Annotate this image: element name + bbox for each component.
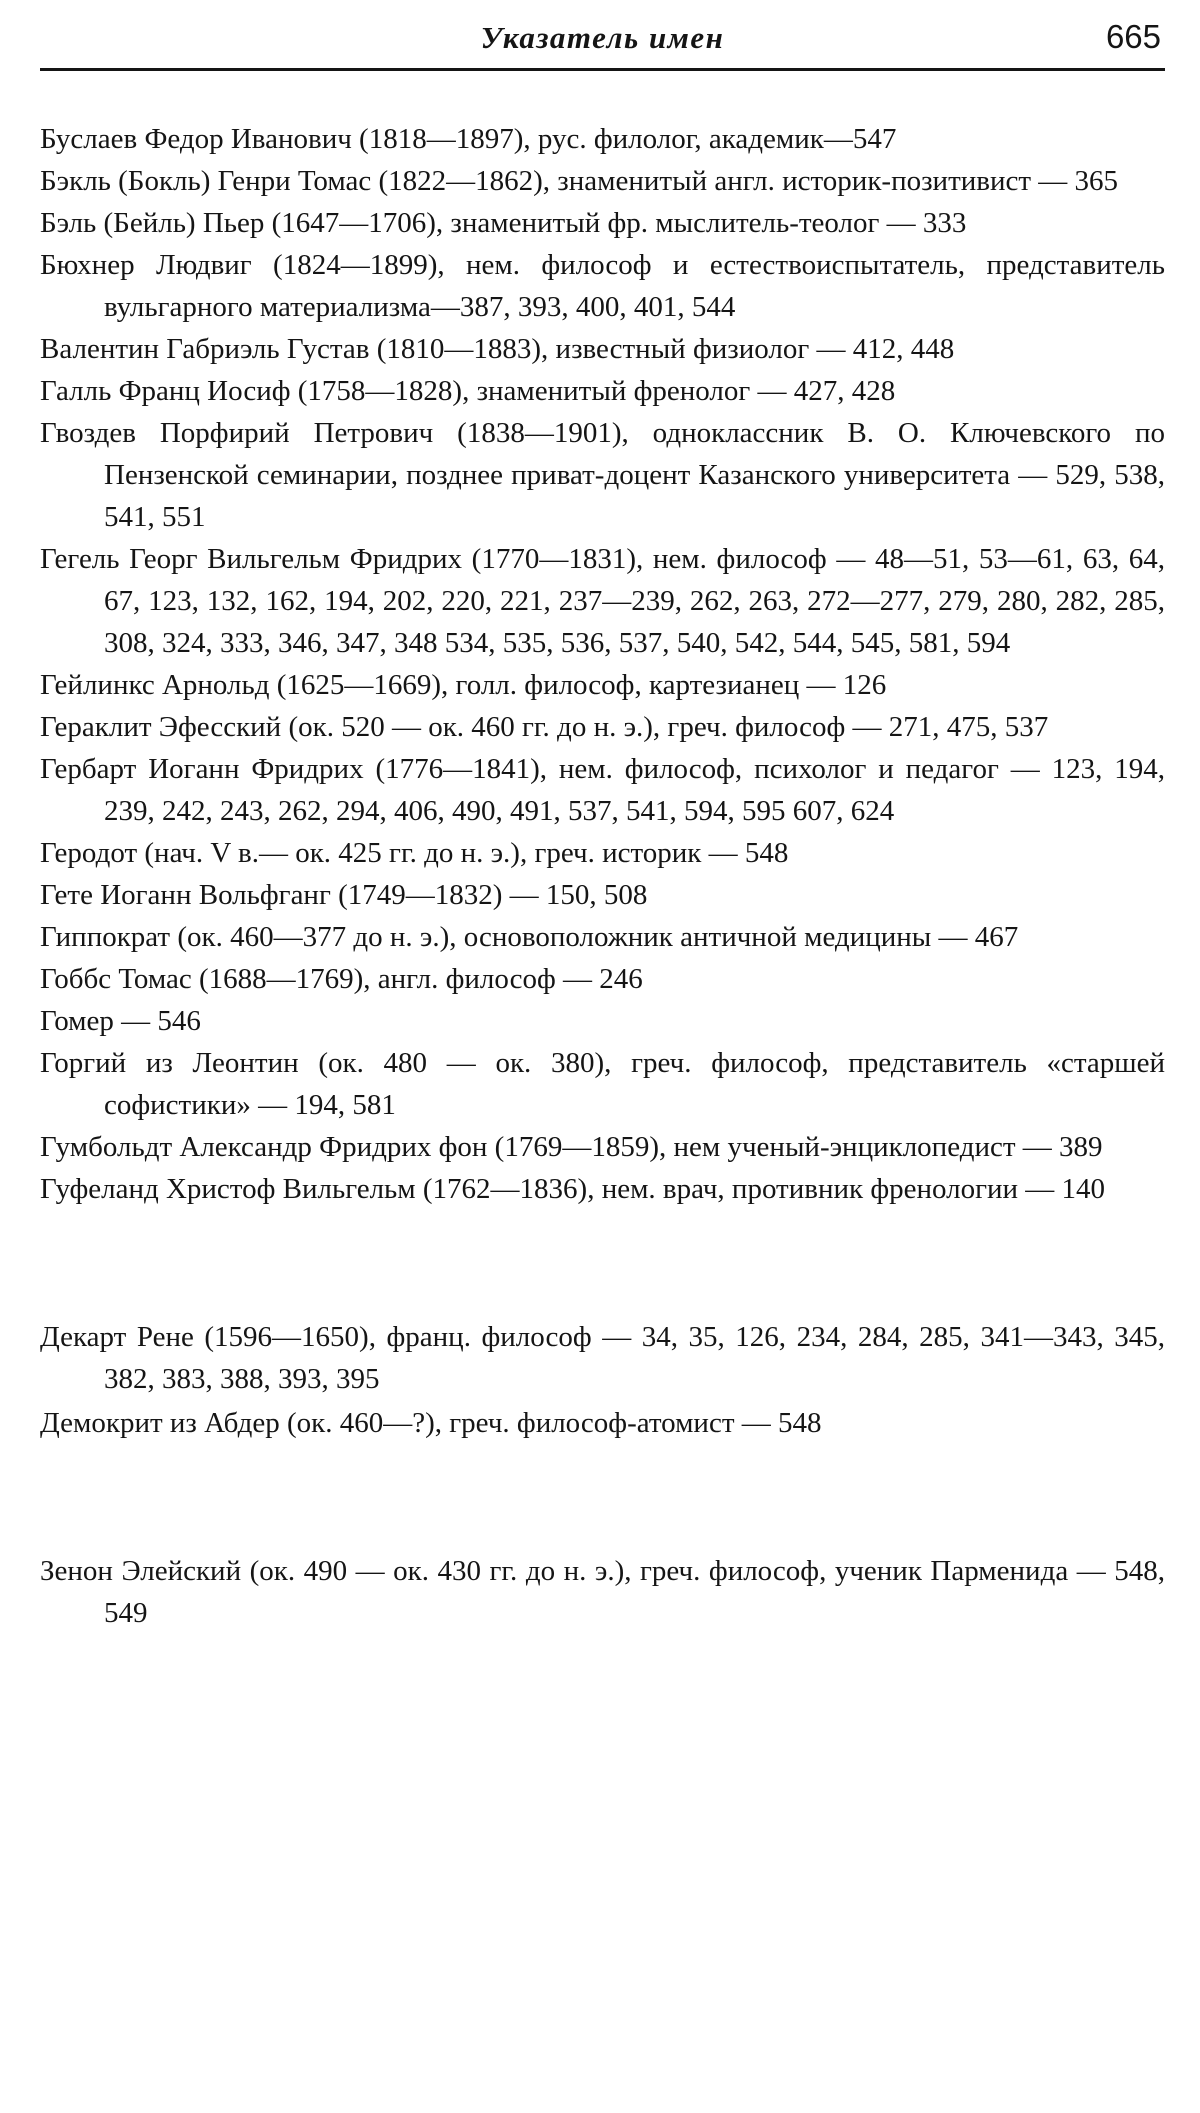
index-entry: Бюхнер Людвиг (1824—1899), нем. философ и естествоиспытатель, представитель вульгарного материализма—387, 393, 400, 401, 544 — [40, 249, 1165, 323]
index-entry: Горгий из Леонтин (ок. 480 — ок. 380), греч. философ, представитель «старшей софистики» — 194, 581 — [40, 1047, 1165, 1121]
index-entry: Гегель Георг Вильгельм Фридрих (1770—1831), нем. философ — 48—51, 53—61, 63, 64, 67, 123, 132, 162, 194, 202, 220, 221, 237—239, 262, 263, 272—277, 279, 280, 282, 285, 308, 324, 333, 346, 347, 348 534, 535, 536, 537, 540, 542, 544, 545, 581, 594 — [40, 543, 1165, 659]
index-entry: Валентин Габриэль Густав (1810—1883), известный физиолог — 412, 448 — [40, 333, 955, 365]
index-entry: Гомер — 546 — [40, 1005, 201, 1037]
index-entry: Гиппократ (ок. 460—377 до н. э.), основоположник античной медицины — 467 — [40, 921, 1019, 953]
index-page — [40, 0, 1165, 2113]
index-entry: Гераклит Эфесский (ок. 520 — ок. 460 гг. до н. э.), греч. философ — 271, 475, 537 — [40, 711, 1049, 743]
page-number: 665 — [1105, 18, 1161, 55]
name-index — [40, 118, 1165, 1634]
index-entry: Гейлинкс Арнольд (1625—1669), голл. философ, картезианец — 126 — [40, 669, 887, 701]
index-entry: Гвоздев Порфирий Петрович (1838—1901), одноклассник В. О. Ключевского по Пензенской семинарии, позднее приват-доцент Казанского университета — 529, 538, 541, 551 — [40, 417, 1165, 533]
header-rule — [40, 68, 1165, 71]
index-entry: Демокрит из Абдер (ок. 460—?), греч. философ-атомист — 548 — [40, 1407, 822, 1439]
running-title: Указатель имен — [480, 20, 725, 55]
index-entry: Буслаев Федор Иванович (1818—1897), рус. филолог, академик—547 — [40, 123, 897, 155]
index-entry: Гербарт Иоганн Фридрих (1776—1841), нем. философ, психолог и педагог — 123, 194, 239, 242, 243, 262, 294, 406, 490, 491, 537, 541, 594, 595 607, 624 — [40, 753, 1165, 827]
running-head — [40, 14, 1165, 66]
index-entry: Геродот (нач. V в.— ок. 425 гг. до н. э.), греч. историк — 548 — [40, 837, 789, 869]
index-entry: Гумбольдт Александр Фридрих фон (1769—1859), нем ученый-энциклопедист — 389 — [40, 1131, 1103, 1163]
index-entry: Гете Иоганн Вольфганг (1749—1832) — 150, 508 — [40, 879, 648, 911]
index-entry: Гоббс Томас (1688—1769), англ. философ — 246 — [40, 963, 643, 995]
index-entry: Гуфеланд Христоф Вильгельм (1762—1836), нем. врач, противник френологии — 140 — [40, 1173, 1106, 1205]
index-entry: Зенон Элейский (ок. 490 — ок. 430 гг. до н. э.), греч. философ, ученик Парменида — 548, 549 — [40, 1555, 1165, 1629]
index-entry: Бэкль (Бокль) Генри Томас (1822—1862), знаменитый англ. историк-позитивист — 365 — [40, 165, 1119, 197]
index-entry: Бэль (Бейль) Пьер (1647—1706), знаменитый фр. мыслитель-теолог — 333 — [40, 207, 967, 239]
index-entry: Галль Франц Иосиф (1758—1828), знаменитый френолог — 427, 428 — [40, 375, 896, 407]
index-entry: Декарт Рене (1596—1650), франц. философ — 34, 35, 126, 234, 284, 285, 341—343, 345, 382, 383, 388, 393, 395 — [40, 1321, 1165, 1395]
